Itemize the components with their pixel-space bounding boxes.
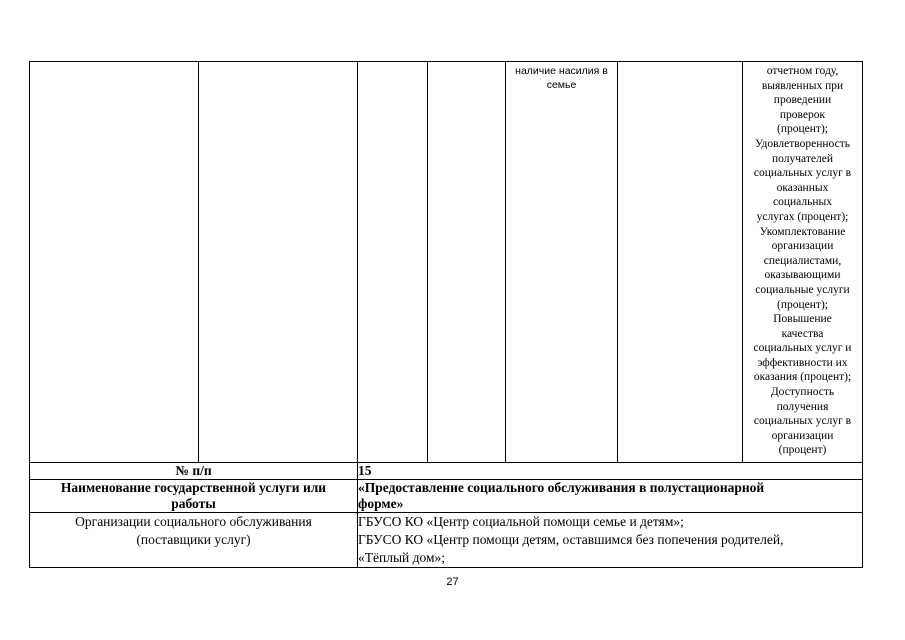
text-line: отчетном году,: [766, 65, 839, 77]
text-line: ГБУСО КО «Центр помощи детям, оставшимся без попечения родителей,: [358, 532, 784, 547]
table-cell-col5: [506, 62, 618, 463]
text-line: проверок: [779, 108, 826, 121]
text-line: социальных услуг в: [753, 415, 852, 428]
text-line: специалистами,: [763, 254, 842, 267]
text-line: (поставщики услуг): [136, 532, 251, 547]
text-line: социальных услуг и: [753, 342, 852, 355]
row-label-service-name: [30, 480, 358, 513]
text-line: оказывающими: [764, 269, 841, 282]
text-line: № п/п: [175, 463, 212, 478]
text-line: (процент): [778, 444, 827, 457]
document-table: [29, 61, 863, 568]
row-value-number: [358, 463, 863, 480]
text-line: наличие насилия в: [515, 65, 608, 77]
text-line: качества: [781, 327, 824, 340]
table-row-continued: [30, 62, 863, 463]
text-line: оказания (процент);: [753, 371, 852, 384]
text-line: услугах (процент);: [756, 210, 849, 223]
text-line: оказанных: [776, 181, 829, 194]
text-line: социальных услуг в: [753, 167, 852, 180]
text-line: получения: [776, 400, 829, 413]
text-line: «Предоставление социального обслуживания в полустационарной: [358, 480, 765, 495]
text-line: (процент);: [777, 123, 828, 136]
table-cell-col2: [199, 62, 358, 463]
text-line: Организации социального обслуживания: [75, 514, 312, 529]
text-line: «Тёплый дом»;: [358, 550, 446, 565]
text-line: получателей: [772, 152, 833, 165]
row-label-number: [30, 463, 358, 480]
col5-text: [506, 62, 617, 92]
text-line: социальные услуги: [755, 283, 850, 296]
text-line: 15: [358, 463, 372, 478]
table-cell-col4: [428, 62, 506, 463]
table-cell-col3: [358, 62, 428, 463]
text-line: Наименование государственной услуги или: [60, 480, 327, 495]
text-line: форме»: [358, 496, 404, 511]
row-value-service-name: [358, 480, 863, 513]
text-line: социальных: [773, 196, 832, 209]
table-row-providers: [30, 513, 863, 568]
text-line: ГБУСО КО «Центр социальной помощи семье и детям»;: [358, 514, 684, 529]
page-number: 27: [446, 576, 459, 588]
col7-indicators-text: [743, 62, 862, 458]
text-line: проведении: [773, 94, 832, 107]
row-value-providers: [358, 513, 863, 568]
text-line: организации: [771, 240, 834, 253]
table-row-number: [30, 463, 863, 480]
text-line: Удовлетворенность: [755, 137, 850, 150]
table-cell-col6: [618, 62, 743, 463]
table-row-service-name: [30, 480, 863, 513]
row-label-providers: [30, 513, 358, 568]
text-line: работы: [171, 496, 216, 511]
text-line: (процент);: [777, 298, 828, 311]
text-line: выявленных при: [761, 79, 844, 92]
table-cell-col1: [30, 62, 199, 463]
text-line: организации: [771, 429, 834, 442]
table-cell-col7: [743, 62, 863, 463]
text-line: Повышение: [773, 313, 832, 326]
text-line: семье: [546, 79, 577, 91]
text-line: эффективности их: [757, 356, 848, 369]
text-line: Укомплектование: [759, 225, 846, 238]
text-line: Доступность: [770, 386, 835, 399]
